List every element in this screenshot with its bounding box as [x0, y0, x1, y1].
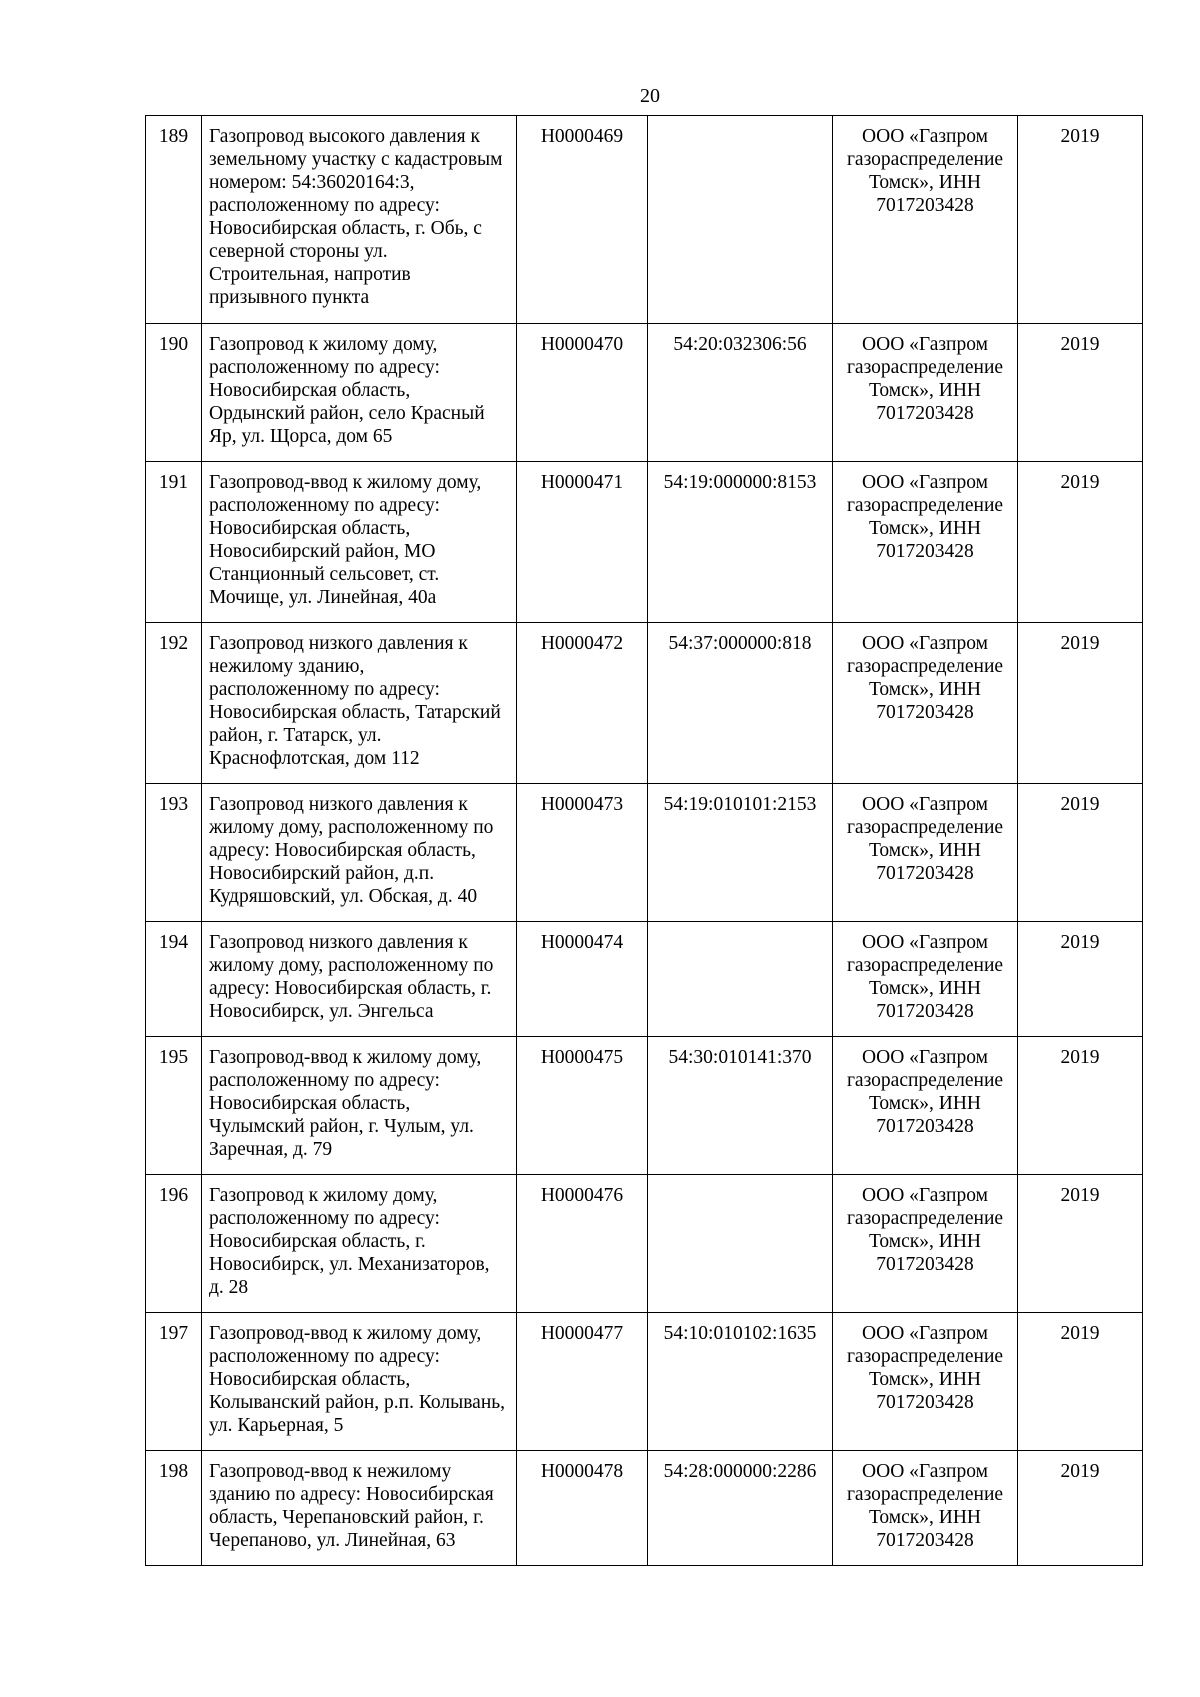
- cadastral-number: 54:19:000000:8153: [648, 462, 833, 623]
- owner-organization: ООО «Газпром газораспределение Томск», ИНН 7017203428: [833, 462, 1018, 623]
- page-number: 20: [640, 85, 660, 107]
- owner-organization: ООО «Газпром газораспределение Томск», ИНН 7017203428: [833, 922, 1018, 1037]
- year: 2019: [1018, 1451, 1143, 1566]
- table-row: [146, 623, 1143, 784]
- row-number: 193: [146, 784, 202, 922]
- cadastral-number: 54:19:010101:2153: [648, 784, 833, 922]
- owner-organization: ООО «Газпром газораспределение Томск», ИНН 7017203428: [833, 1313, 1018, 1451]
- owner-organization: ООО «Газпром газораспределение Томск», ИНН 7017203428: [833, 784, 1018, 922]
- owner-organization: ООО «Газпром газораспределение Томск», ИНН 7017203428: [833, 1175, 1018, 1313]
- table-row: [146, 1037, 1143, 1175]
- owner-organization: ООО «Газпром газораспределение Томск», ИНН 7017203428: [833, 324, 1018, 462]
- table-row: [146, 1313, 1143, 1451]
- table-row: [146, 922, 1143, 1037]
- year: 2019: [1018, 922, 1143, 1037]
- owner-organization: ООО «Газпром газораспределение Томск», ИНН 7017203428: [833, 116, 1018, 324]
- inventory-code: Н0000473: [517, 784, 648, 922]
- table-row: [146, 1175, 1143, 1313]
- registry-table: [145, 115, 1143, 1566]
- inventory-code: Н0000476: [517, 1175, 648, 1313]
- object-description: Газопровод высокого давления к земельному участку с кадастровым номером: 54:36020164:3, расположенному по адресу: Новосибирская область, г. Обь, с северной стороны ул. Строительная, напротив призывного пункта: [202, 116, 517, 324]
- cadastral-number: [648, 116, 833, 324]
- cadastral-number: 54:28:000000:2286: [648, 1451, 833, 1566]
- object-description: Газопровод-ввод к жилому дому, расположенному по адресу: Новосибирская область, Колыванский район, р.п. Колывань, ул. Карьерная, 5: [202, 1313, 517, 1451]
- row-number: 190: [146, 324, 202, 462]
- year: 2019: [1018, 1313, 1143, 1451]
- inventory-code: Н0000478: [517, 1451, 648, 1566]
- object-description: Газопровод-ввод к жилому дому, расположенному по адресу: Новосибирская область, Чулымский район, г. Чулым, ул. Заречная, д. 79: [202, 1037, 517, 1175]
- row-number: 194: [146, 922, 202, 1037]
- table-row: [146, 116, 1143, 324]
- object-description: Газопровод-ввод к нежилому зданию по адресу: Новосибирская область, Черепановский район, г. Черепаново, ул. Линейная, 63: [202, 1451, 517, 1566]
- row-number: 198: [146, 1451, 202, 1566]
- row-number: 192: [146, 623, 202, 784]
- owner-organization: ООО «Газпром газораспределение Томск», ИНН 7017203428: [833, 1037, 1018, 1175]
- inventory-code: Н0000472: [517, 623, 648, 784]
- inventory-code: Н0000470: [517, 324, 648, 462]
- cadastral-number: 54:10:010102:1635: [648, 1313, 833, 1451]
- inventory-code: Н0000469: [517, 116, 648, 324]
- object-description: Газопровод-ввод к жилому дому, расположенному по адресу: Новосибирская область, Новосибирский район, МО Станционный сельсовет, ст. Мочище, ул. Линейная, 40а: [202, 462, 517, 623]
- object-description: Газопровод низкого давления к жилому дому, расположенному по адресу: Новосибирская область, г. Новосибирск, ул. Энгельса: [202, 922, 517, 1037]
- table-row: [146, 1451, 1143, 1566]
- object-description: Газопровод к жилому дому, расположенному по адресу: Новосибирская область, Ордынский район, село Красный Яр, ул. Щорса, дом 65: [202, 324, 517, 462]
- owner-organization: ООО «Газпром газораспределение Томск», ИНН 7017203428: [833, 623, 1018, 784]
- table-row: [146, 324, 1143, 462]
- year: 2019: [1018, 784, 1143, 922]
- year: 2019: [1018, 324, 1143, 462]
- year: 2019: [1018, 623, 1143, 784]
- year: 2019: [1018, 116, 1143, 324]
- cadastral-number: 54:20:032306:56: [648, 324, 833, 462]
- owner-organization: ООО «Газпром газораспределение Томск», ИНН 7017203428: [833, 1451, 1018, 1566]
- table-row: [146, 462, 1143, 623]
- cadastral-number: [648, 922, 833, 1037]
- cadastral-number: 54:37:000000:818: [648, 623, 833, 784]
- object-description: Газопровод низкого давления к жилому дому, расположенному по адресу: Новосибирская область, Новосибирский район, д.п. Кудряшовский, ул. Обская, д. 40: [202, 784, 517, 922]
- inventory-code: Н0000475: [517, 1037, 648, 1175]
- cadastral-number: [648, 1175, 833, 1313]
- table-row: [146, 784, 1143, 922]
- row-number: 191: [146, 462, 202, 623]
- inventory-code: Н0000471: [517, 462, 648, 623]
- row-number: 189: [146, 116, 202, 324]
- year: 2019: [1018, 1037, 1143, 1175]
- year: 2019: [1018, 1175, 1143, 1313]
- row-number: 195: [146, 1037, 202, 1175]
- year: 2019: [1018, 462, 1143, 623]
- row-number: 197: [146, 1313, 202, 1451]
- row-number: 196: [146, 1175, 202, 1313]
- inventory-code: Н0000477: [517, 1313, 648, 1451]
- inventory-code: Н0000474: [517, 922, 648, 1037]
- object-description: Газопровод к жилому дому, расположенному по адресу: Новосибирская область, г. Новосибирск, ул. Механизаторов, д. 28: [202, 1175, 517, 1313]
- cadastral-number: 54:30:010141:370: [648, 1037, 833, 1175]
- object-description: Газопровод низкого давления к нежилому зданию, расположенному по адресу: Новосибирская область, Татарский район, г. Татарск, ул. Краснофлотская, дом 112: [202, 623, 517, 784]
